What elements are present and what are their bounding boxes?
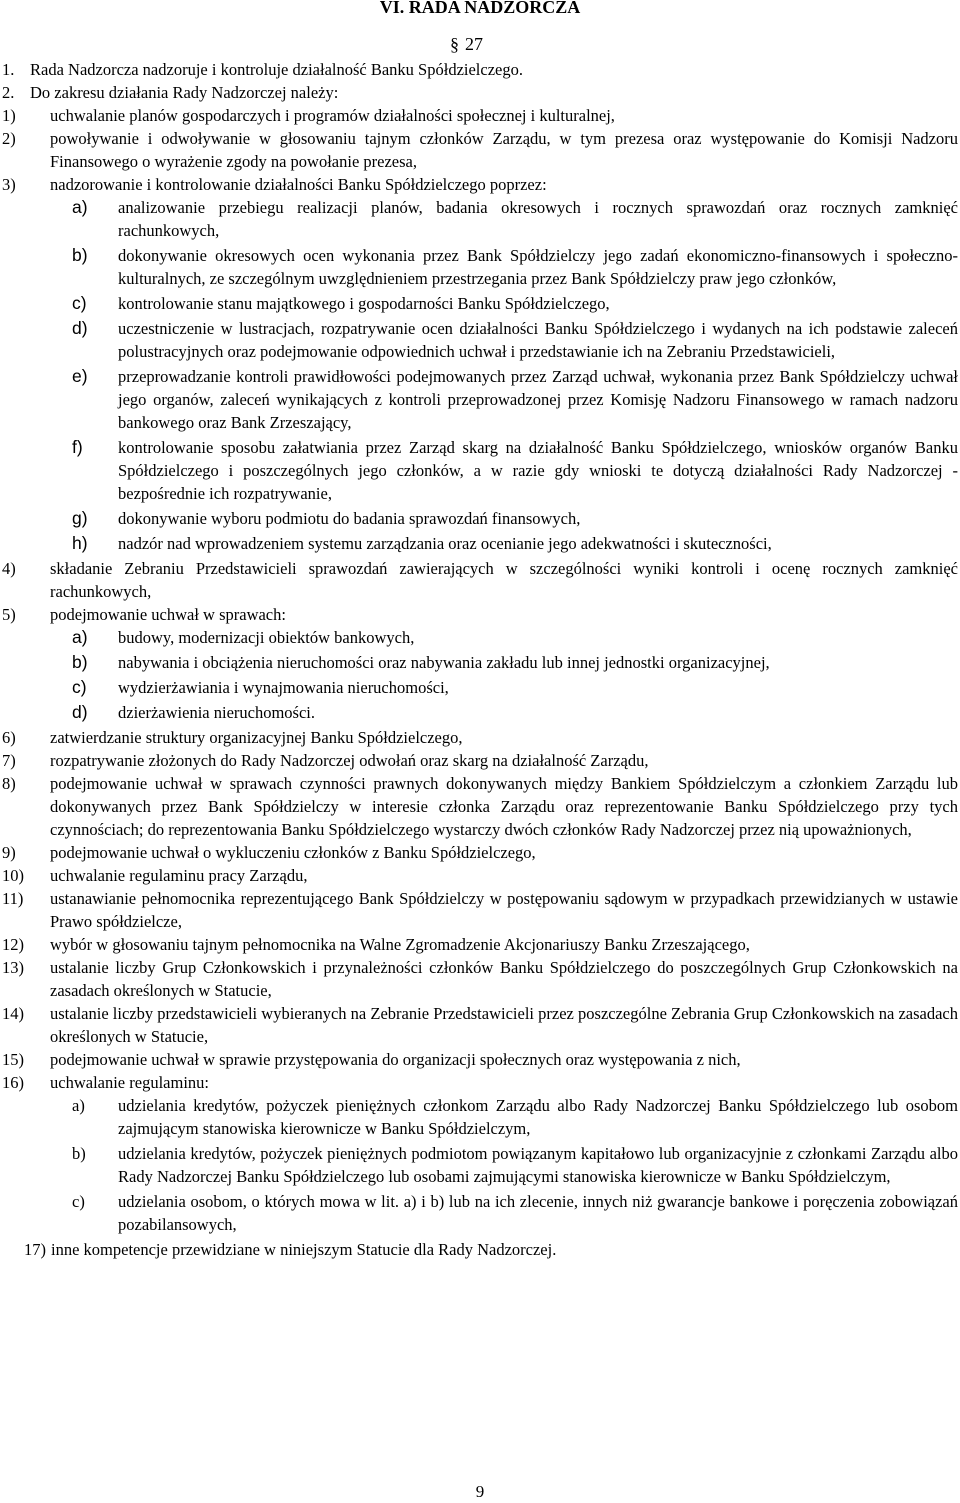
list-item: 5) podejmowanie uchwał w sprawach: — [2, 605, 286, 624]
list-item: 16) uchwalanie regulaminu: — [2, 1073, 209, 1092]
sub-item: e) przeprowadzanie kontroli prawidłowości podejmowanych przez Zarząd uchwał, wykonania przez Bank Spółdzielczy uchwał jego organów, zaleceń wynikających z kontroli przeprowadzonej przez Komisję Nadzoru Finansowego w ramach nadzoru bankowego oraz Bank Zrzeszający, — [72, 366, 958, 432]
list-item: 6) zatwierdzanie struktury organizacyjnej Banku Spółdzielczego, — [2, 728, 463, 747]
sub-item: c) udzielania osobom, o których mowa w lit. a) i b) lub na ich zlecenie, innych niż gwarancje bankowe i poręczenia zobowiązań pozabilansowych, — [72, 1192, 958, 1234]
sub-item: h) nadzór nad wprowadzeniem systemu zarządzania oraz ocenianie jego adekwatności i skuteczności, — [72, 533, 772, 553]
sub-item: b) nabywania i obciążenia nieruchomości oraz nabywania zakładu lub innej jednostki organizacyjnej, — [72, 652, 770, 672]
sub-item: c) kontrolowanie stanu majątkowego i gospodarności Banku Spółdzielczego, — [72, 293, 610, 313]
page-number: 9 — [475, 1482, 485, 1501]
sub-item: g) dokonywanie wyboru podmiotu do badania sprawozdań finansowych, — [72, 508, 581, 528]
list-item: 8) podejmowanie uchwał w sprawach czynności prawnych dokonywanych między Bankiem Spółdzielczym a członkiem Zarządu lub dokonywanych przez Bank Spółdzielczy w interesie członka Zarządu oraz reprezentowanie Banku Spółdzielczego przy tych czynnościach; do reprezentowania Banku Spółdzielczego wystarczy dwóch członków Rady Nadzorczej przez nią upoważnionych, — [2, 774, 958, 839]
list-item: 10) uchwalanie regulaminu pracy Zarządu, — [2, 866, 308, 885]
list-item: 12) wybór w głosowaniu tajnym pełnomocnika na Walne Zgromadzenie Akcjonariuszy Banku Zrzeszającego, — [2, 935, 750, 954]
list-item: 17) inne kompetencje przewidziane w niniejszym Statucie dla Rady Nadzorczej. — [24, 1240, 557, 1259]
list-item: 2) powoływanie i odwoływanie w głosowaniu tajnym członków Zarządu, w tym prezesa oraz występowanie do Komisji Nadzoru Finansowego o wyrażenie zgody na powołanie prezesa, — [2, 129, 958, 171]
sub-item: d) dzierżawienia nieruchomości. — [72, 702, 315, 722]
sub-item: a) budowy, modernizacji obiektów bankowych, — [72, 627, 415, 647]
paragraph-heading — [450, 33, 483, 56]
sub-item: b) udzielania kredytów, pożyczek pieniężnych podmiotom powiązanym kapitałowo lub organizacyjnie z członkami Zarządu albo Rady Nadzorczej Banku Spółdzielczego lub osobami zajmującymi stanowiska kierownicze w Banku Spółdzielczym, — [72, 1144, 958, 1186]
list-item: 7) rozpatrywanie złożonych do Rady Nadzorczej odwołań oraz skarg na działalność Zarządu, — [2, 751, 649, 770]
sub-item: d) uczestniczenie w lustracjach, rozpatrywanie ocen działalności Banku Spółdzielczego i wydanych na ich podstawie zaleceń polustracyjnych oraz podejmowanie odpowiednich uchwał i przedstawianie ich na Zebraniu Przedstawicieli, — [72, 318, 958, 361]
list-item: 1) uchwalanie planów gospodarczych i programów działalności społecznej i kulturalnej, — [2, 106, 615, 125]
document-body — [0, 58, 958, 1261]
sub-item: f) kontrolowanie sposobu załatwiania przez Zarząd skarg na działalność Banku Spółdzielczego, wniosków organów Banku Spółdzielczego i poszczególnych jego członków, a w razie gdy wnioski te dotyczą działalności Rady Nadzorczej - bezpośrednie ich rozpatrywanie, — [72, 437, 958, 503]
chapter-title: VI. RADA NADZORCZA — [379, 0, 581, 17]
sub-item: a) analizowanie przebiegu realizacji planów, badania okresowych i rocznych sprawozdań oraz rocznych zamknięć rachunkowych, — [72, 197, 958, 240]
list-item: 4) składanie Zebraniu Przedstawicieli sprawozdań zawierających w szczególności wyniki kontroli i ocenę rocznych zamknięć rachunkowych, — [2, 559, 958, 601]
list-item: 9) podejmowanie uchwał o wykluczeniu członków z Banku Spółdzielczego, — [2, 843, 536, 862]
sub-item: c) wydzierżawiania i wynajmowania nieruchomości, — [72, 677, 449, 697]
sub-item: a) udzielania kredytów, pożyczek pieniężnych członkom Zarządu albo Rady Nadzorczej Banku Spółdzielczego lub osobom zajmującym stanowiska kierownicze w Banku Spółdzielczym, — [72, 1096, 958, 1138]
list-item: 11) ustanawianie pełnomocnika reprezentującego Bank Spółdzielczy w postępowaniu sądowym w przypadkach przewidzianych w ustawie Prawo spółdzielcze, — [2, 889, 958, 931]
point-1: 1. Rada Nadzorcza nadzoruje i kontroluje działalność Banku Spółdzielczego. — [2, 60, 523, 79]
list-item: 3) nadzorowanie i kontrolowanie działalności Banku Spółdzielczego poprzez: — [2, 175, 547, 194]
list-item: 13) ustalanie liczby Grup Członkowskich i przynależności członków Banku Spółdzielczego do poszczególnych Grup Członkowskich na zasadach określonych w Statucie, — [2, 958, 958, 1000]
point-2: 2. Do zakresu działania Rady Nadzorczej należy: — [2, 83, 339, 102]
list-item: 15) podejmowanie uchwał w sprawie przystępowania do organizacji społecznych oraz występowania z nich, — [2, 1050, 741, 1069]
sub-item: b) dokonywanie okresowych ocen wykonania przez Bank Spółdzielczy jego zadań ekonomiczno-finansowych i społeczno-kulturalnych, ze szczególnym uwzględnieniem przestrzegania przez Bank Spółdzielczy praw jego członków, — [72, 245, 958, 288]
paragraph-number: 27 — [465, 34, 483, 54]
list-item: 14) ustalanie liczby przedstawicieli wybieranych na Zebranie Przedstawicieli przez poszczególne Zebrania Grup Członkowskich na zasadach określonych w Statucie, — [2, 1004, 958, 1046]
section-sign: § — [450, 34, 459, 54]
